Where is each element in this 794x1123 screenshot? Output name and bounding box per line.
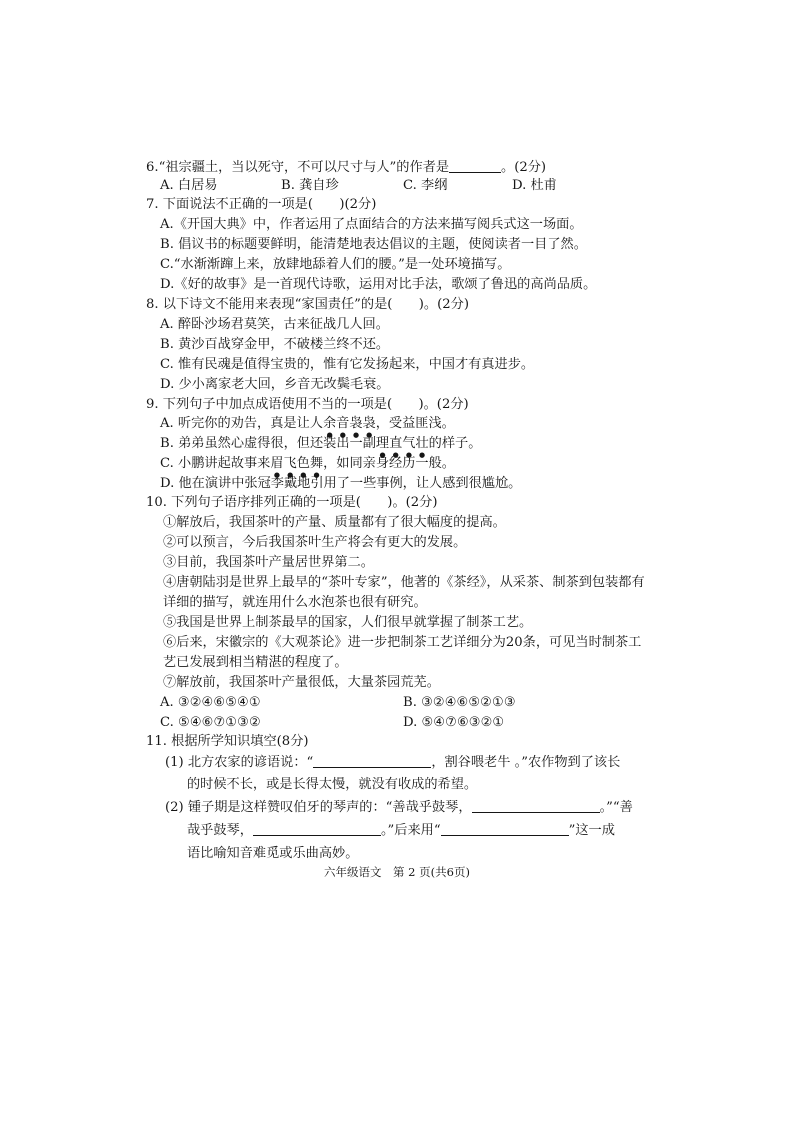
q10-sentence-6: ⑥后来，宋徽宗的《大观茶论》进一步把制茶工艺详细分为20条，可见当时制茶工 (163, 635, 642, 650)
q9-option-c-tail: ，如同亲身经历一般。 (323, 456, 455, 471)
q6-stem-text: 6.“祖宗疆土，当以死守，不可以尺寸与人”的作者是 (146, 160, 450, 175)
q11-part-2-blank-3[interactable] (441, 821, 569, 836)
q6-option-b: B. 龚自珍 (281, 178, 339, 193)
q11-part-2-blank-2[interactable] (253, 821, 381, 836)
q11-part-2 (165, 797, 633, 819)
q10-sentence-6-cont: 艺已发展到相当精湛的程度了。 (163, 655, 348, 670)
q11-part-2-text-c: 哉乎鼓琴， (187, 823, 253, 838)
q10-option-b: B. ③②④⑥⑤②①③ (403, 695, 516, 710)
q11-part-2-text-e: ”这一成 (568, 823, 615, 838)
q10-sentence-3: ③目前，我国茶叶产量居世界第二。 (163, 555, 374, 570)
q11-part-1-cont: 的时候不长，或是长得太慢，就没有收成的希望。 (187, 777, 478, 792)
q7-option-a: A.《开国大典》中，作者运用了点面结合的方法来描写阅兵式这一场面。 (160, 217, 583, 232)
q9-option-a-tail: ，受益匪浅。 (375, 416, 455, 431)
q6-score: 。(2分) (501, 160, 547, 175)
q7-stem: 7. 下面说法不正确的一项是( )(2分) (146, 197, 377, 212)
q6-answer-blank[interactable] (449, 158, 501, 173)
q11-part-1-text: (1) 北方农家的谚语说：“ (165, 755, 314, 770)
q11-part-2-text-d: 。”后来用“ (380, 823, 441, 838)
q10-sentence-5: ⑤我国是世界上制茶最早的国家，人们很早就掌握了制茶工艺。 (163, 615, 533, 630)
q11-part-2-cont-2: 语比喻知音难觅或乐曲高妙。 (187, 846, 359, 861)
q10-option-c: C. ⑤④⑥⑦①③② (160, 715, 261, 730)
q9-option-c-idiom: 眉飞色舞 (270, 456, 324, 471)
q7-option-c: C.“水渐渐蹿上来，放肆地舔着人们的腰。”是一处环境描写。 (160, 257, 511, 272)
q9-option-a-text: A. 听完你的劝告，真是让人 (160, 416, 323, 431)
q9-option-a-idiom: 余音袅袅 (322, 416, 376, 431)
page-footer: 六年级语文 第 2 页(共6页) (324, 865, 470, 879)
q9-option-b-tail: 的样子。 (428, 436, 482, 451)
q9-option-b-text: B. 弟弟虽然心虚得很，但还装出一副 (160, 436, 376, 451)
q9-option-b-idiom: 理直气壮 (375, 436, 429, 451)
q11-part-1-text-b: ，割谷喂老牛 。”农作物到了该长 (431, 755, 621, 770)
q8-option-b: B. 黄沙百战穿金甲，不破楼兰终不还。 (160, 337, 390, 352)
q11-part-1 (165, 752, 620, 774)
q8-option-d: D. 少小离家老大回，乡音无改鬓毛衰。 (160, 377, 390, 392)
q10-sentence-4: ④唐朝陆羽是世界上最早的“茶叶专家”，他著的《茶经》，从采茶、制茶到包装都有 (163, 575, 645, 590)
q9-stem: 9. 下列句子中加点成语使用不当的一项是( )。(2分) (146, 397, 469, 412)
q8-option-c: C. 惟有民魂是值得宝贵的，惟有它发扬起来，中国才有真进步。 (160, 357, 535, 372)
q11-part-2-text-b: 。”“善 (599, 800, 633, 815)
q6-stem (146, 158, 546, 177)
q9-option-d: D. 他在演讲中张冠李戴地引用了一些事例，让人感到很尴尬。 (160, 476, 522, 491)
q10-sentence-1: ①解放后，我国茶叶的产量、质量都有了很大幅度的提高。 (163, 515, 506, 530)
q9-option-c-text: C. 小鹏讲起故事来 (160, 456, 271, 471)
q10-sentence-4-cont: 详细的描写，就连用什么水泡茶也很有研究。 (163, 595, 427, 610)
q10-stem: 10. 下列句子语序排列正确的一项是( )。(2分) (146, 495, 438, 510)
q10-option-d: D. ⑤④⑦⑥③②① (403, 715, 505, 730)
q6-option-d: D. 杜甫 (512, 178, 557, 193)
q8-stem: 8. 以下诗文不能用来表现“家国责任”的是( )。(2分) (146, 297, 469, 312)
q10-sentence-2: ②可以预言，今后我国茶叶生产将会有更大的发展。 (163, 535, 467, 550)
q8-option-a: A. 醉卧沙场君莫笑，古来征战几人回。 (160, 317, 389, 332)
q11-part-2-cont (187, 820, 615, 842)
q11-stem: 11. 根据所学知识填空(8分) (146, 734, 309, 749)
q10-option-a: A. ③②④⑥⑤④① (160, 695, 261, 710)
q10-sentence-7: ⑦解放前，我国茶叶产量很低，大量茶园荒芜。 (163, 675, 440, 690)
q11-part-2-text: (2) 锺子期是这样赞叹伯牙的琴声的：“善哉乎鼓琴， (165, 800, 472, 815)
q11-part-1-blank[interactable] (313, 753, 431, 768)
q11-part-2-blank-1[interactable] (472, 798, 600, 813)
q7-option-b: B. 倡议书的标题要鲜明，能清楚地表达倡议的主题，使阅读者一目了然。 (160, 237, 587, 252)
q6-option-a: A. 白居易 (160, 178, 218, 193)
q7-option-d: D.《好的故事》是一首现代诗歌，运用对比手法，歌颂了鲁迅的高尚品质。 (160, 277, 597, 292)
q6-option-c: C. 李纲 (403, 178, 448, 193)
